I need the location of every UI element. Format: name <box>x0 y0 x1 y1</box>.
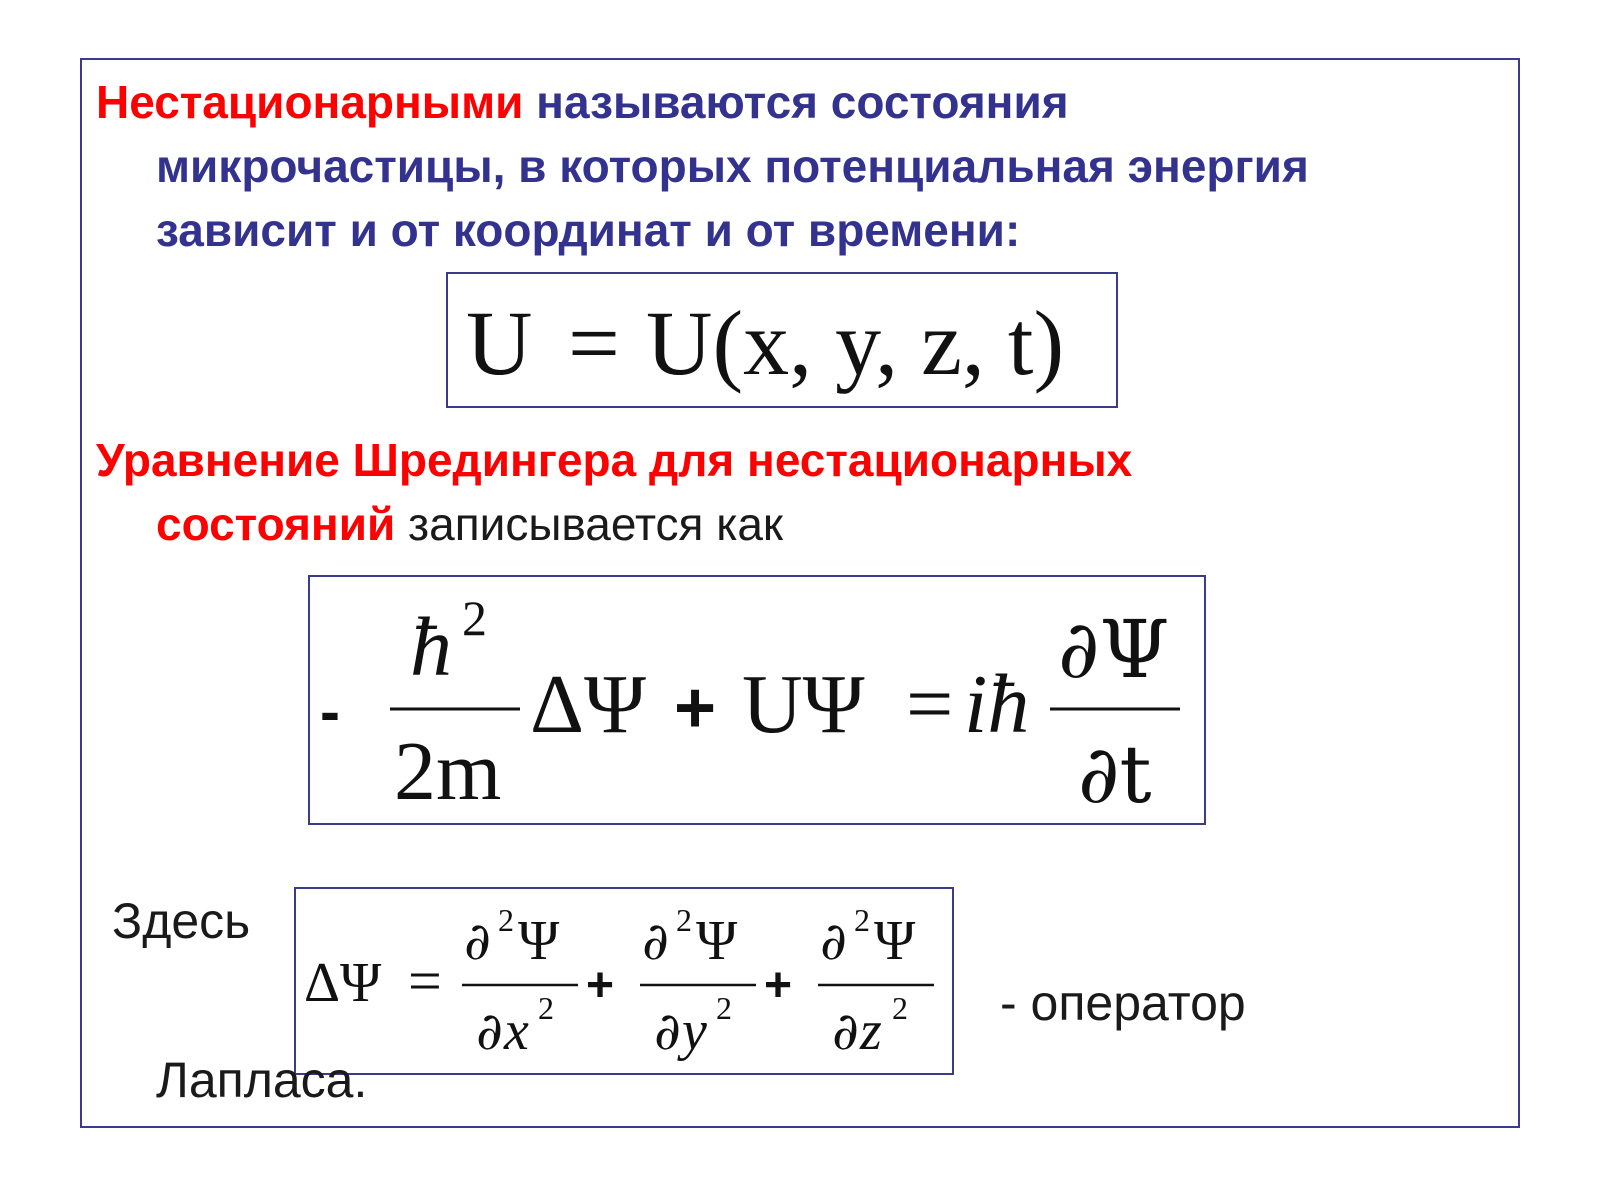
eq3-x-partial: ∂ <box>464 912 491 972</box>
eq3-y-num-sq: 2 <box>676 902 692 938</box>
eq2-equals: = <box>906 658 954 751</box>
schrodinger-paragraph <box>96 428 1516 556</box>
intro-line1-rest: называются состояния <box>523 76 1069 128</box>
eq3-x-den-sq: 2 <box>538 990 554 1026</box>
intro-line2: микрочастицы, в которых потенциальная энергия <box>156 140 1309 192</box>
eq2-u-psi: UΨ <box>742 658 865 751</box>
eq3-y-psi: Ψ <box>696 910 738 972</box>
eq3-z-partial: ∂ <box>820 912 847 972</box>
intro-highlight: Нестационарными <box>96 76 524 128</box>
eq3-equals: = <box>408 948 442 1014</box>
eq3-z-den-sq: 2 <box>892 990 908 1026</box>
eq2-hbar: ħ <box>410 601 452 694</box>
operator-text: - оператор <box>1000 975 1246 1031</box>
schrodinger-line1: Уравнение Шредингера для нестационарных <box>96 434 1133 486</box>
eq2-partial-psi: ∂Ψ <box>1058 603 1170 696</box>
eq2-denominator: 2m <box>394 725 502 818</box>
eq3-x-num-sq: 2 <box>498 902 514 938</box>
eq3-z-psi: Ψ <box>874 910 916 972</box>
eq3-y-partial: ∂ <box>642 912 669 972</box>
eq3-x-psi: Ψ <box>518 910 560 972</box>
intro-line3: зависит и от координат и от времени: <box>156 204 1021 256</box>
eq3-y-den-sq: 2 <box>716 990 732 1026</box>
here-label: Здесь <box>112 893 251 949</box>
eq3-y-denom-partial: ∂ <box>654 1002 681 1062</box>
laplace-text: Лапласа. <box>156 1052 368 1108</box>
eq3-lhs: ΔΨ <box>304 952 382 1014</box>
eq2-i-hbar: iħ <box>964 658 1030 751</box>
equation-laplacian-box <box>294 887 954 1075</box>
eq2-laplace-psi: ΔΨ <box>530 658 646 751</box>
eq1-rhs: U(x, y, z, t) <box>646 292 1065 394</box>
eq1-lhs: U <box>466 292 533 394</box>
eq3-plus-1: + <box>586 959 615 1012</box>
eq3-z-var: z <box>860 1000 882 1062</box>
eq3-x-var: x <box>504 1000 529 1062</box>
eq3-x-denom-partial: ∂ <box>476 1002 503 1062</box>
eq2-minus: - <box>320 678 340 745</box>
eq2-hbar-sq: 2 <box>462 590 487 646</box>
schrodinger-line2-plain: записывается как <box>395 498 784 550</box>
eq1-equals: = <box>568 292 620 394</box>
eq3-z-denom-partial: ∂ <box>832 1002 859 1062</box>
equation-schrodinger-box <box>308 575 1206 825</box>
equation-potential-box <box>446 272 1118 408</box>
eq3-plus-2: + <box>764 959 793 1012</box>
eq2-partial-t: ∂t <box>1078 728 1152 821</box>
schrodinger-line2-red: состояний <box>156 498 396 550</box>
eq3-y-var: y <box>682 1000 707 1062</box>
eq2-plus: + <box>674 668 717 748</box>
intro-paragraph <box>96 70 1516 262</box>
eq3-z-num-sq: 2 <box>854 902 870 938</box>
